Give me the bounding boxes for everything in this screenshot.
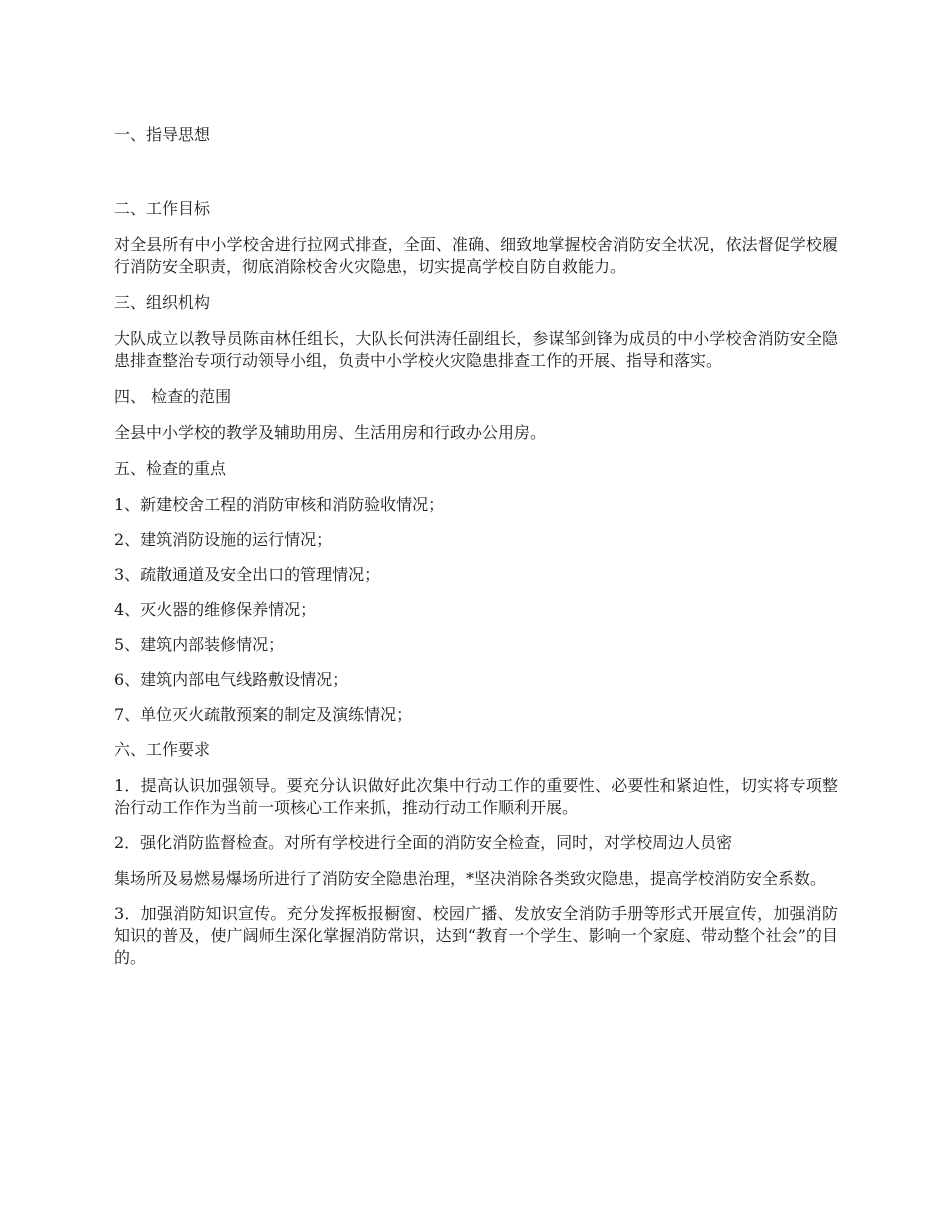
paragraph-inspection-scope: 全县中小学校的教学及辅助用房、生活用房和行政办公用房。 bbox=[114, 423, 547, 442]
list-item: 2、建筑消防设施的运行情况； bbox=[114, 530, 333, 549]
section-heading-inspection-focus: 五、检查的重点 bbox=[114, 459, 227, 478]
paragraph-requirement-1: 1．提高认识加强领导。要充分认识做好此次集中行动工作的重要性、必要性和紧迫性，切实将专项整治行动工作作为当前一项核心工作来抓，推动行动工作顺利开展。 bbox=[114, 776, 838, 817]
list-item: 4、灭火器的维修保养情况； bbox=[114, 600, 317, 619]
paragraph-requirement-3: 3．加强消防知识宣传。充分发挥板报橱窗、校园广播、发放安全消防手册等形式开展宣传，加强消防知识的普及，使广阔师生深化掌握消防常识，达到“教育一个学生、影响一个家庭、带动整个社会”的目的。 bbox=[114, 904, 838, 967]
list-item: 7、单位灭火疏散预案的制定及演练情况； bbox=[114, 705, 413, 724]
section-heading-work-requirements: 六、工作要求 bbox=[114, 740, 211, 759]
paragraph-organization: 大队成立以教导员陈亩林任组长，大队长何洪涛任副组长，参谋邹剑锋为成员的中小学校舍消防安全隐患排查整治专项行动领导小组，负责中小学校火灾隐患排查工作的开展、指导和落实。 bbox=[114, 329, 838, 370]
paragraph-requirement-2: 2．强化消防监督检查。对所有学校进行全面的消防安全检查，同时，对学校周边人员密 bbox=[114, 833, 733, 852]
list-item: 5、建筑内部装修情况； bbox=[114, 635, 285, 654]
paragraph-requirement-2-continued: 集场所及易燃易爆场所进行了消防安全隐患治理，*坚决消除各类致灾隐患，提高学校消防安全系数。 bbox=[114, 869, 827, 888]
list-item: 1、新建校舍工程的消防审核和消防验收情况； bbox=[114, 495, 445, 514]
list-item: 6、建筑内部电气线路敷设情况； bbox=[114, 670, 349, 689]
section-heading-inspection-scope: 四、 检查的范围 bbox=[114, 387, 232, 406]
section-heading-guiding-ideology: 一、指导思想 bbox=[114, 125, 211, 144]
document-page bbox=[114, 124, 838, 969]
section-heading-organization: 三、组织机构 bbox=[114, 293, 211, 312]
paragraph-work-goals: 对全县所有中小学校舍进行拉网式排查，全面、准确、细致地掌握校舍消防安全状况，依法督促学校履行消防安全职责，彻底消除校舍火灾隐患，切实提高学校自防自救能力。 bbox=[114, 235, 838, 276]
list-item: 3、疏散通道及安全出口的管理情况； bbox=[114, 565, 381, 584]
section-heading-work-goals: 二、工作目标 bbox=[114, 199, 211, 218]
